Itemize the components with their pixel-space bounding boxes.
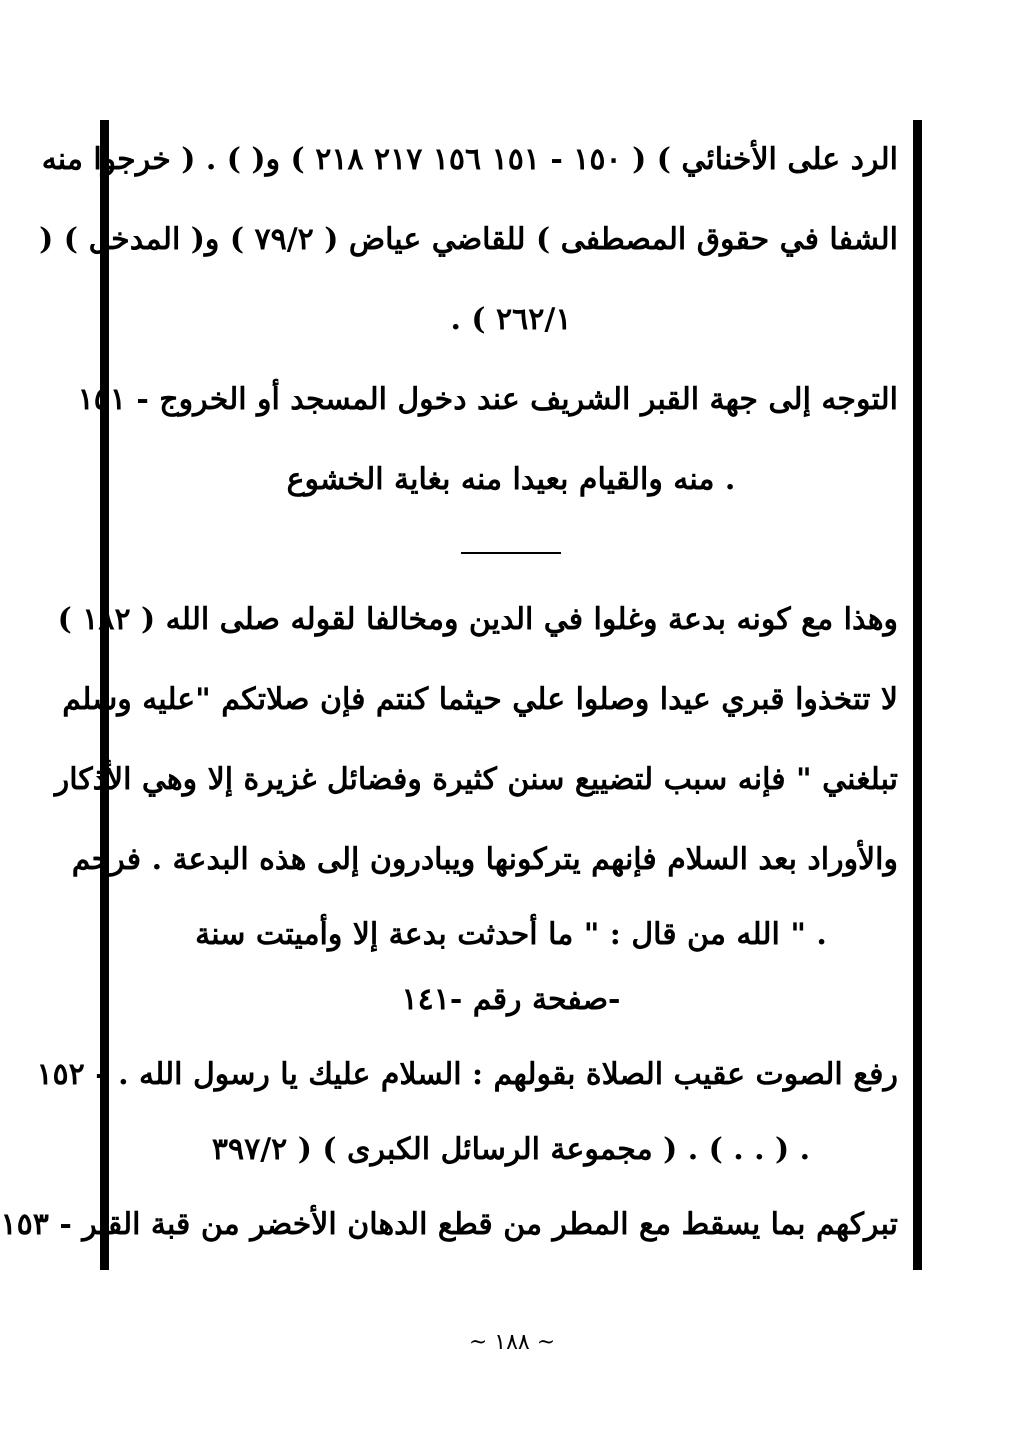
text-line-7: لا تتخذوا قبري عيدا وصلوا علي حيثما كنتم فإن صلاتكم "عليه وسلم — [62, 682, 898, 717]
text-line-9: والأوراد بعد السلام فإنهم يتركونها ويبادرون إلى هذه البدعة . فرحم — [71, 842, 898, 877]
section-divider — [461, 552, 561, 554]
text-line-3: ٢٦٢/١ ) . — [450, 302, 572, 337]
text-line-5: . منه والقيام بعيدا منه بغاية الخشوع — [286, 462, 736, 497]
text-line-6: وهذا مع كونه بدعة وغلوا في الدين ومخالفا لقوله صلى الله ( ١٨٢ ) — [57, 602, 898, 637]
text-line-8: تبلغني " فإنه سبب لتضييع سنن كثيرة وفضائل غزيرة إلا وهي الأذكار — [54, 762, 898, 797]
text-line-4: التوجه إلى جهة القبر الشريف عند دخول المسجد أو الخروج - ١٥١ — [77, 382, 898, 417]
text-line-12: رفع الصوت عقيب الصلاة بقولهم : السلام عليك يا رسول الله . - ١٥٢ — [36, 1057, 898, 1092]
source-page-reference: -صفحة رقم -١٤١ — [401, 982, 621, 1017]
text-line-13: . ( . . ) . ( مجموعة الرسائل الكبرى ) ( ٣٩٧/٢ — [211, 1132, 811, 1167]
text-line-1: الرد على الأخنائي ) ( ١٥٠ - ١٥١ ١٥٦ ٢١٧ ٢١٨ ) و( ) . ( خرجوا منه — [41, 142, 898, 177]
text-line-10: . " الله من قال : " ما أحدثت بدعة إلا وأميتت سنة — [195, 917, 827, 952]
page-number: ~ ١٨٨ ~ — [468, 1330, 556, 1355]
page-frame — [0, 120, 922, 1270]
frame-border-right — [913, 120, 922, 1270]
text-line-14: تبركهم بما يسقط مع المطر من قطع الدهان الأخضر من قبة القبر - ١٥٣ — [0, 1207, 898, 1242]
text-line-2: الشفا في حقوق المصطفى ) للقاضي عياض ( ٧٩/٢ ) و( المدخل ) ( — [39, 222, 898, 257]
text-area — [0, 120, 898, 1270]
